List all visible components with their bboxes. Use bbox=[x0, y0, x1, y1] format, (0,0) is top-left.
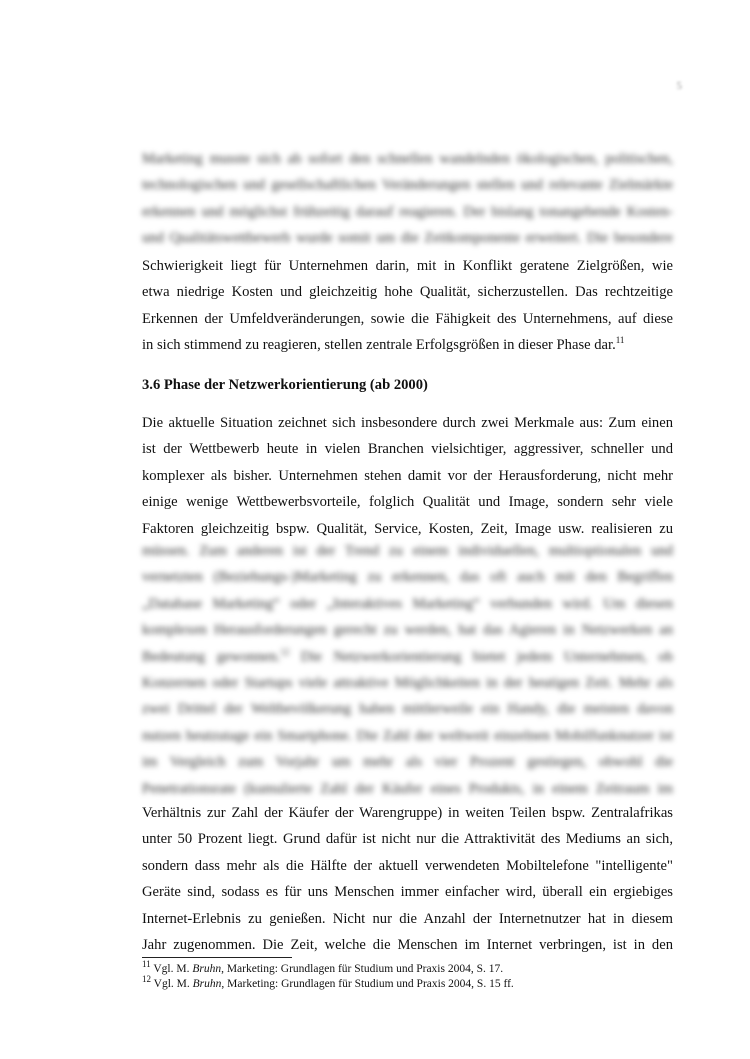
text-line: Konzernen oder Startups viele attraktive Möglichkeiten in der heutigen Zeit. Mehr als bbox=[142, 675, 673, 692]
text-line: einige wenige Wettbewerbsvorteile, folglich Qualität und Image, sondern sehr viele bbox=[142, 494, 673, 511]
text-line-content: Bedeutung gewonnen. bbox=[142, 648, 281, 665]
section-paragraph bbox=[142, 410, 673, 542]
blurred-paragraph-middle bbox=[142, 538, 673, 802]
text-line: etwa niedrige Kosten und gleichzeitig hohe Qualität, sicherzustellen. Das rechtzeitige bbox=[142, 284, 673, 301]
text-line: ist der Wettbewerb heute in vielen Branchen vielsichtiger, aggressiver, schneller und bbox=[142, 441, 673, 458]
tail-paragraph bbox=[142, 800, 673, 958]
text-line: Verhältnis zur Zahl der Käufer der Warengruppe) in weiten Teilen bspw. Zentralafrikas bbox=[142, 805, 673, 821]
text-line: zwei Drittel der Weltbevölkerung haben mittlerweile ein Handy, die meisten davon bbox=[142, 701, 673, 718]
footnote-text: Vgl. M. bbox=[153, 978, 193, 990]
text-line: komplexen Herausforderungen gerecht zu werden, hat das Agieren in Netzwerken an bbox=[142, 622, 673, 639]
text-line: im Vergleich zum Vorjahr um mehr als vier Prozent gestiegen, obwohl die bbox=[142, 754, 673, 771]
footnote-12 bbox=[142, 974, 514, 991]
text-line: Geräte sind, sodass es für uns Menschen immer einfacher wird, überall ein ergiebiges bbox=[142, 884, 673, 901]
text-line: vernetzten (Beziehungs-)Marketing zu erkennen, das oft auch mit den Begriffen bbox=[142, 569, 673, 586]
text-line: Erkennen der Umfeldveränderungen, sowie die Fähigkeit des Unternehmens, auf diese bbox=[142, 310, 673, 327]
text-line: Marketing musste sich ab sofort den schnellen wandelnden ökologischen, politischen, bbox=[142, 151, 673, 167]
footnote-author: Bruhn bbox=[192, 963, 222, 975]
text-line: „Database Marketing“ oder „Interaktives Marketing“ verbunden wird. Um diesen bbox=[142, 595, 673, 612]
footnote-number: 11 bbox=[142, 959, 151, 970]
text-line: Jahr zugenommen. Die Zeit, welche die Menschen im Internet verbringen, ist in den bbox=[142, 937, 673, 954]
footnote-text: , Marketing: Grundlagen für Studium und Praxis 2004, S. 15 ff. bbox=[221, 978, 514, 990]
text-line: müssen. Zum anderen ist der Trend zu einem individuellen, multioptionalen und bbox=[142, 543, 673, 559]
footnote-text: , Marketing: Grundlagen für Studium und Praxis 2004, S. 17. bbox=[221, 963, 504, 975]
text-line-content: in sich stimmend zu reagieren, stellen zentrale Erfolgsgrößen in dieser Phase dar. bbox=[142, 337, 616, 354]
text-line: sondern dass mehr als die Hälfte der aktuell verwendeten Mobiltelefone "intelligente" bbox=[142, 857, 673, 874]
text-line: Schwierigkeit liegt für Unternehmen darin, mit in Konflikt geratene Zielgrößen, wie bbox=[142, 258, 673, 274]
section-heading: 3.6 Phase der Netzwerkorientierung (ab 2000) bbox=[142, 377, 428, 393]
footnote-text: Vgl. M. bbox=[153, 963, 193, 975]
text-line: und Qualitätswettbewerb wurde somit um die Zeitkomponente erweitert. Die besondere bbox=[142, 230, 673, 247]
footnote-11 bbox=[142, 959, 504, 976]
text-line bbox=[142, 644, 673, 670]
footnote-ref-11[interactable]: 11 bbox=[615, 335, 625, 346]
page-number: 5 bbox=[676, 80, 682, 92]
footnote-author: Bruhn bbox=[192, 978, 222, 990]
text-line: Die aktuelle Situation zeichnet sich insbesondere durch zwei Merkmale aus: Zum einen bbox=[142, 415, 673, 431]
text-line: nutzen heutzutage ein Smartphone. Die Zahl der weltweit einzelnen Mobilfunknutzer ist bbox=[142, 727, 673, 744]
text-line bbox=[142, 332, 673, 358]
text-line: erkennen und möglichst frühzeitig darauf reagieren. Der bislang tonangebende Kosten- bbox=[142, 203, 673, 220]
blurred-paragraph-top bbox=[142, 146, 673, 252]
footnote-divider bbox=[142, 957, 292, 958]
intro-paragraph bbox=[142, 253, 673, 359]
text-line: Internet-Erlebnis zu genießen. Nicht nur die Anzahl der Internetnutzer hat in diesem bbox=[142, 910, 673, 927]
text-line: komplexer als bisher. Unternehmen stehen damit vor der Herausforderung, nicht mehr bbox=[142, 467, 673, 484]
text-line: Faktoren gleichzeitig bspw. Qualität, Service, Kosten, Zeit, Image usw. realisieren zu bbox=[142, 520, 673, 537]
text-line-content: Die Netzwerkorientierung bietet jedem Unternehmen, ob bbox=[300, 648, 673, 665]
text-line: unter 50 Prozent liegt. Grund dafür ist nicht nur die Attraktivität des Mediums an sich, bbox=[142, 831, 673, 848]
footnote-number: 12 bbox=[142, 974, 151, 985]
text-line: Penetrationsrate (kumulierte Zahl der Käufer eines Produkts, in einem Zeitraum im bbox=[142, 780, 673, 797]
footnote-ref-12[interactable]: 12 bbox=[280, 646, 290, 657]
text-line: technologischen und gesellschaftlichen Veränderungen stellen und relevante Zielmärkte bbox=[142, 177, 673, 194]
